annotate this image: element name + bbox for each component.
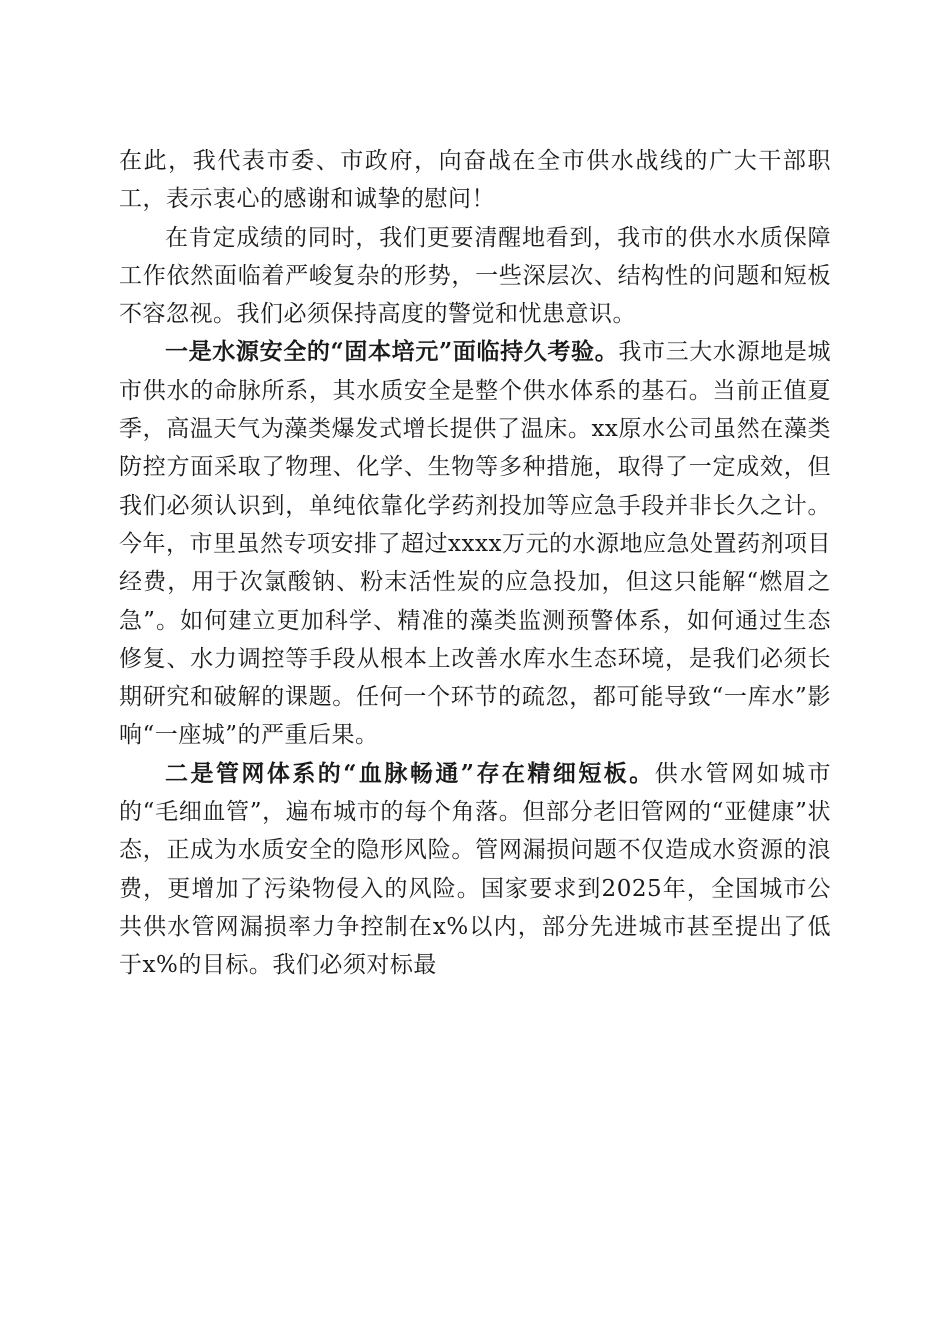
paragraph-text: 我市三大水源地是城市供水的命脉所系，其水质安全是整个供水体系的基石。当前正值夏季，高温天气为藻类爆发式增长提供了温床。xx原水公司虽然在藻类防控方面采取了物理、化学、生物等多种措施，取得了一定成效，但我们必须认识到，单纯依靠化学药剂投加等应急手段并非长久之计。今年，市里虽然专项安排了超过xxxx万元的水源地应急处置药剂项目经费，用于次氯酸钠、粉末活性炭的应急投加，但这只能解“燃眉之急”。如何建立更加科学、精准的藻类监测预警体系，如何通过生态修复、水力调控等手段从根本上改善水库水生态环境，是我们必须长期研究和破解的课题。任何一个环节的疏忽，都可能导致“一库水”影响“一座城”的严重后果。 bbox=[119, 339, 831, 749]
paragraph-water-source bbox=[119, 333, 831, 754]
paragraph-continuation bbox=[119, 142, 831, 219]
paragraph-pipe-network bbox=[119, 755, 831, 985]
paragraph-lead-heading: 二是管网体系的“血脉畅通”存在精细短板。 bbox=[165, 759, 655, 787]
paragraph-text: 在肯定成绩的同时，我们更要清醒地看到，我市的供水水质保障工作依然面临着严峻复杂的形势，一些深层次、结构性的问题和短板不容忽视。我们必须保持高度的警觉和忧患意识。 bbox=[119, 224, 831, 328]
paragraph-situation bbox=[119, 219, 831, 334]
paragraph-text: 供水管网如城市的“毛细血管”，遍布城市的每个角落。但部分老旧管网的“亚健康”状态，正成为水质安全的隐形风险。管网漏损问题不仅造成水资源的浪费，更增加了污染物侵入的风险。国家要求到2025年，全国城市公共供水管网漏损率力争控制在x%以内，部分先进城市甚至提出了低于x%的目标。我们必须对标最 bbox=[119, 760, 831, 979]
paragraph-text: 在此，我代表市委、市政府，向奋战在全市供水战线的广大干部职工，表示衷心的感谢和诚挚的慰问！ bbox=[119, 148, 831, 213]
paragraph-lead-heading: 一是水源安全的“固本培元”面临持久考验。 bbox=[165, 338, 619, 366]
document-body bbox=[119, 142, 831, 985]
